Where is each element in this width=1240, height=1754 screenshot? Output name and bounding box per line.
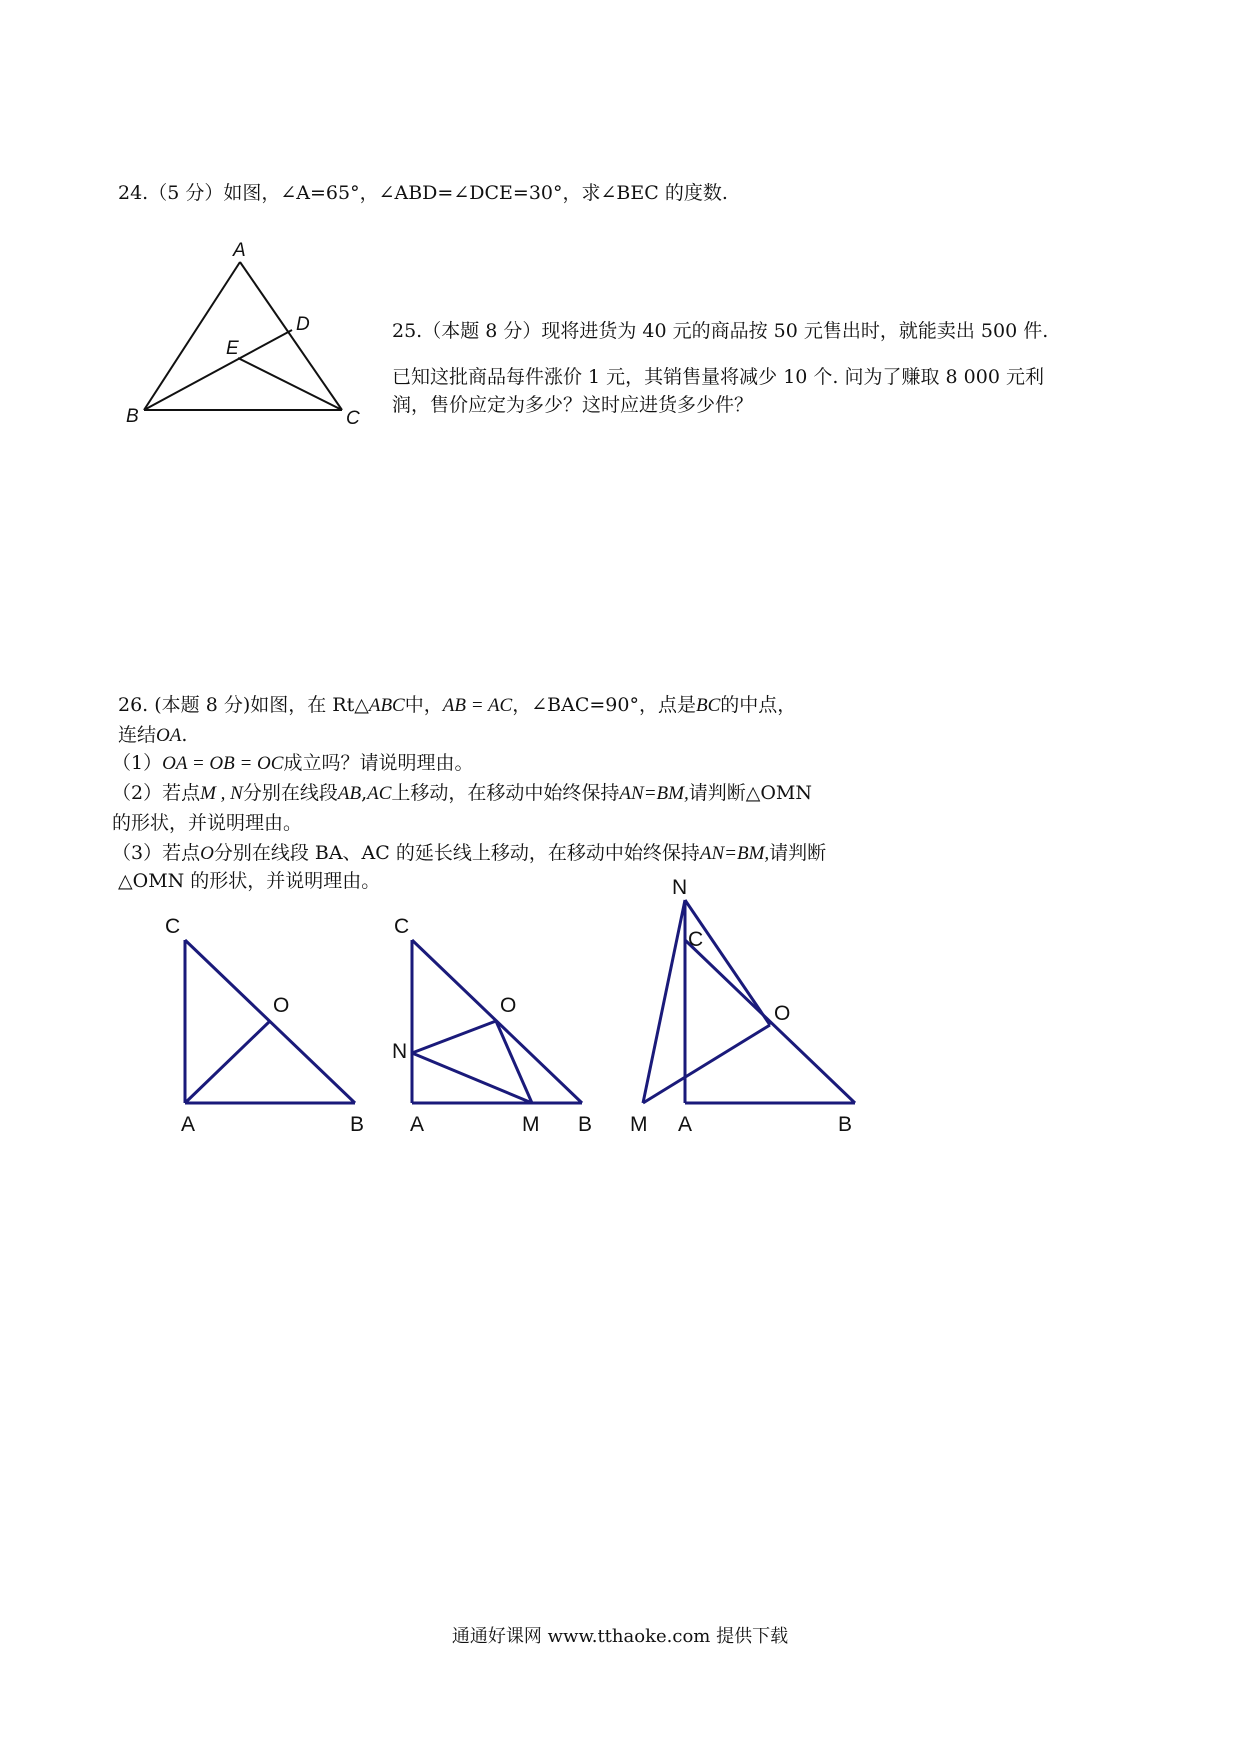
q25-line2: 已知这批商品每件涨价 1 元，其销售量将减少 10 个. 问为了赚取 8 000 元利 bbox=[392, 366, 1044, 388]
fig2-label-B: B bbox=[578, 1113, 593, 1135]
label-B: B bbox=[126, 406, 139, 427]
q24-triangle-figure bbox=[120, 240, 360, 430]
fig1-label-B: B bbox=[350, 1113, 365, 1135]
fig1-label-O: O bbox=[273, 994, 290, 1017]
label-A: A bbox=[233, 240, 246, 261]
label-D: D bbox=[296, 314, 310, 335]
fig2-label-M: M bbox=[522, 1113, 540, 1135]
fig3-label-O: O bbox=[774, 1002, 791, 1025]
fig2-label-N: N bbox=[392, 1040, 408, 1063]
q26-line1: 26. (本题 8 分)如图，在 Rt△ABC中，AB = AC，∠BAC=90°，点是BC的中点， bbox=[118, 694, 797, 716]
q26-sub2: （2）若点M , N分别在线段AB,AC上移动，在移动中始终保持AN=BM,请判断△OMN bbox=[112, 782, 812, 804]
q26-figure-3 bbox=[620, 860, 880, 1150]
q26-figure-1 bbox=[165, 905, 385, 1135]
fig1-label-C: C bbox=[165, 915, 181, 938]
fig3-label-N: N bbox=[672, 876, 688, 899]
q26-figure-2 bbox=[392, 905, 612, 1135]
fig2-label-O: O bbox=[500, 994, 517, 1017]
label-C: C bbox=[346, 408, 360, 429]
q25-line1: 25.（本题 8 分）现将进货为 40 元的商品按 50 元售出时，就能卖出 500 件. bbox=[392, 320, 1049, 342]
fig2-label-A: A bbox=[410, 1113, 425, 1135]
q24-text: 24.（5 分）如图，∠A=65°，∠ABD=∠DCE=30°，求∠BEC 的度数. bbox=[118, 182, 728, 204]
fig3-label-M: M bbox=[630, 1113, 648, 1136]
fig3-label-B: B bbox=[838, 1113, 853, 1136]
q26-sub3-line2: △OMN 的形状，并说明理由。 bbox=[118, 870, 381, 892]
q26-sub2-line2: 的形状，并说明理由。 bbox=[112, 812, 303, 834]
fig3-label-C: C bbox=[688, 928, 704, 951]
q26-sub1: （1）OA = OB = OC成立吗？请说明理由。 bbox=[112, 752, 474, 774]
fig1-label-A: A bbox=[181, 1113, 196, 1135]
page-footer: 通通好课网 www.tthaoke.com 提供下载 bbox=[451, 1626, 789, 1647]
label-E: E bbox=[226, 338, 239, 359]
q26-sub3: （3）若点O分别在线段 BA、AC 的延长线上移动，在移动中始终保持AN=BM,请判断 bbox=[112, 842, 827, 864]
q25-line3: 润，售价应定为多少？这时应进货多少件？ bbox=[392, 394, 754, 416]
fig2-label-C: C bbox=[394, 915, 410, 938]
q26-line2: 连结OA. bbox=[118, 724, 188, 746]
fig3-label-A: A bbox=[678, 1113, 693, 1136]
